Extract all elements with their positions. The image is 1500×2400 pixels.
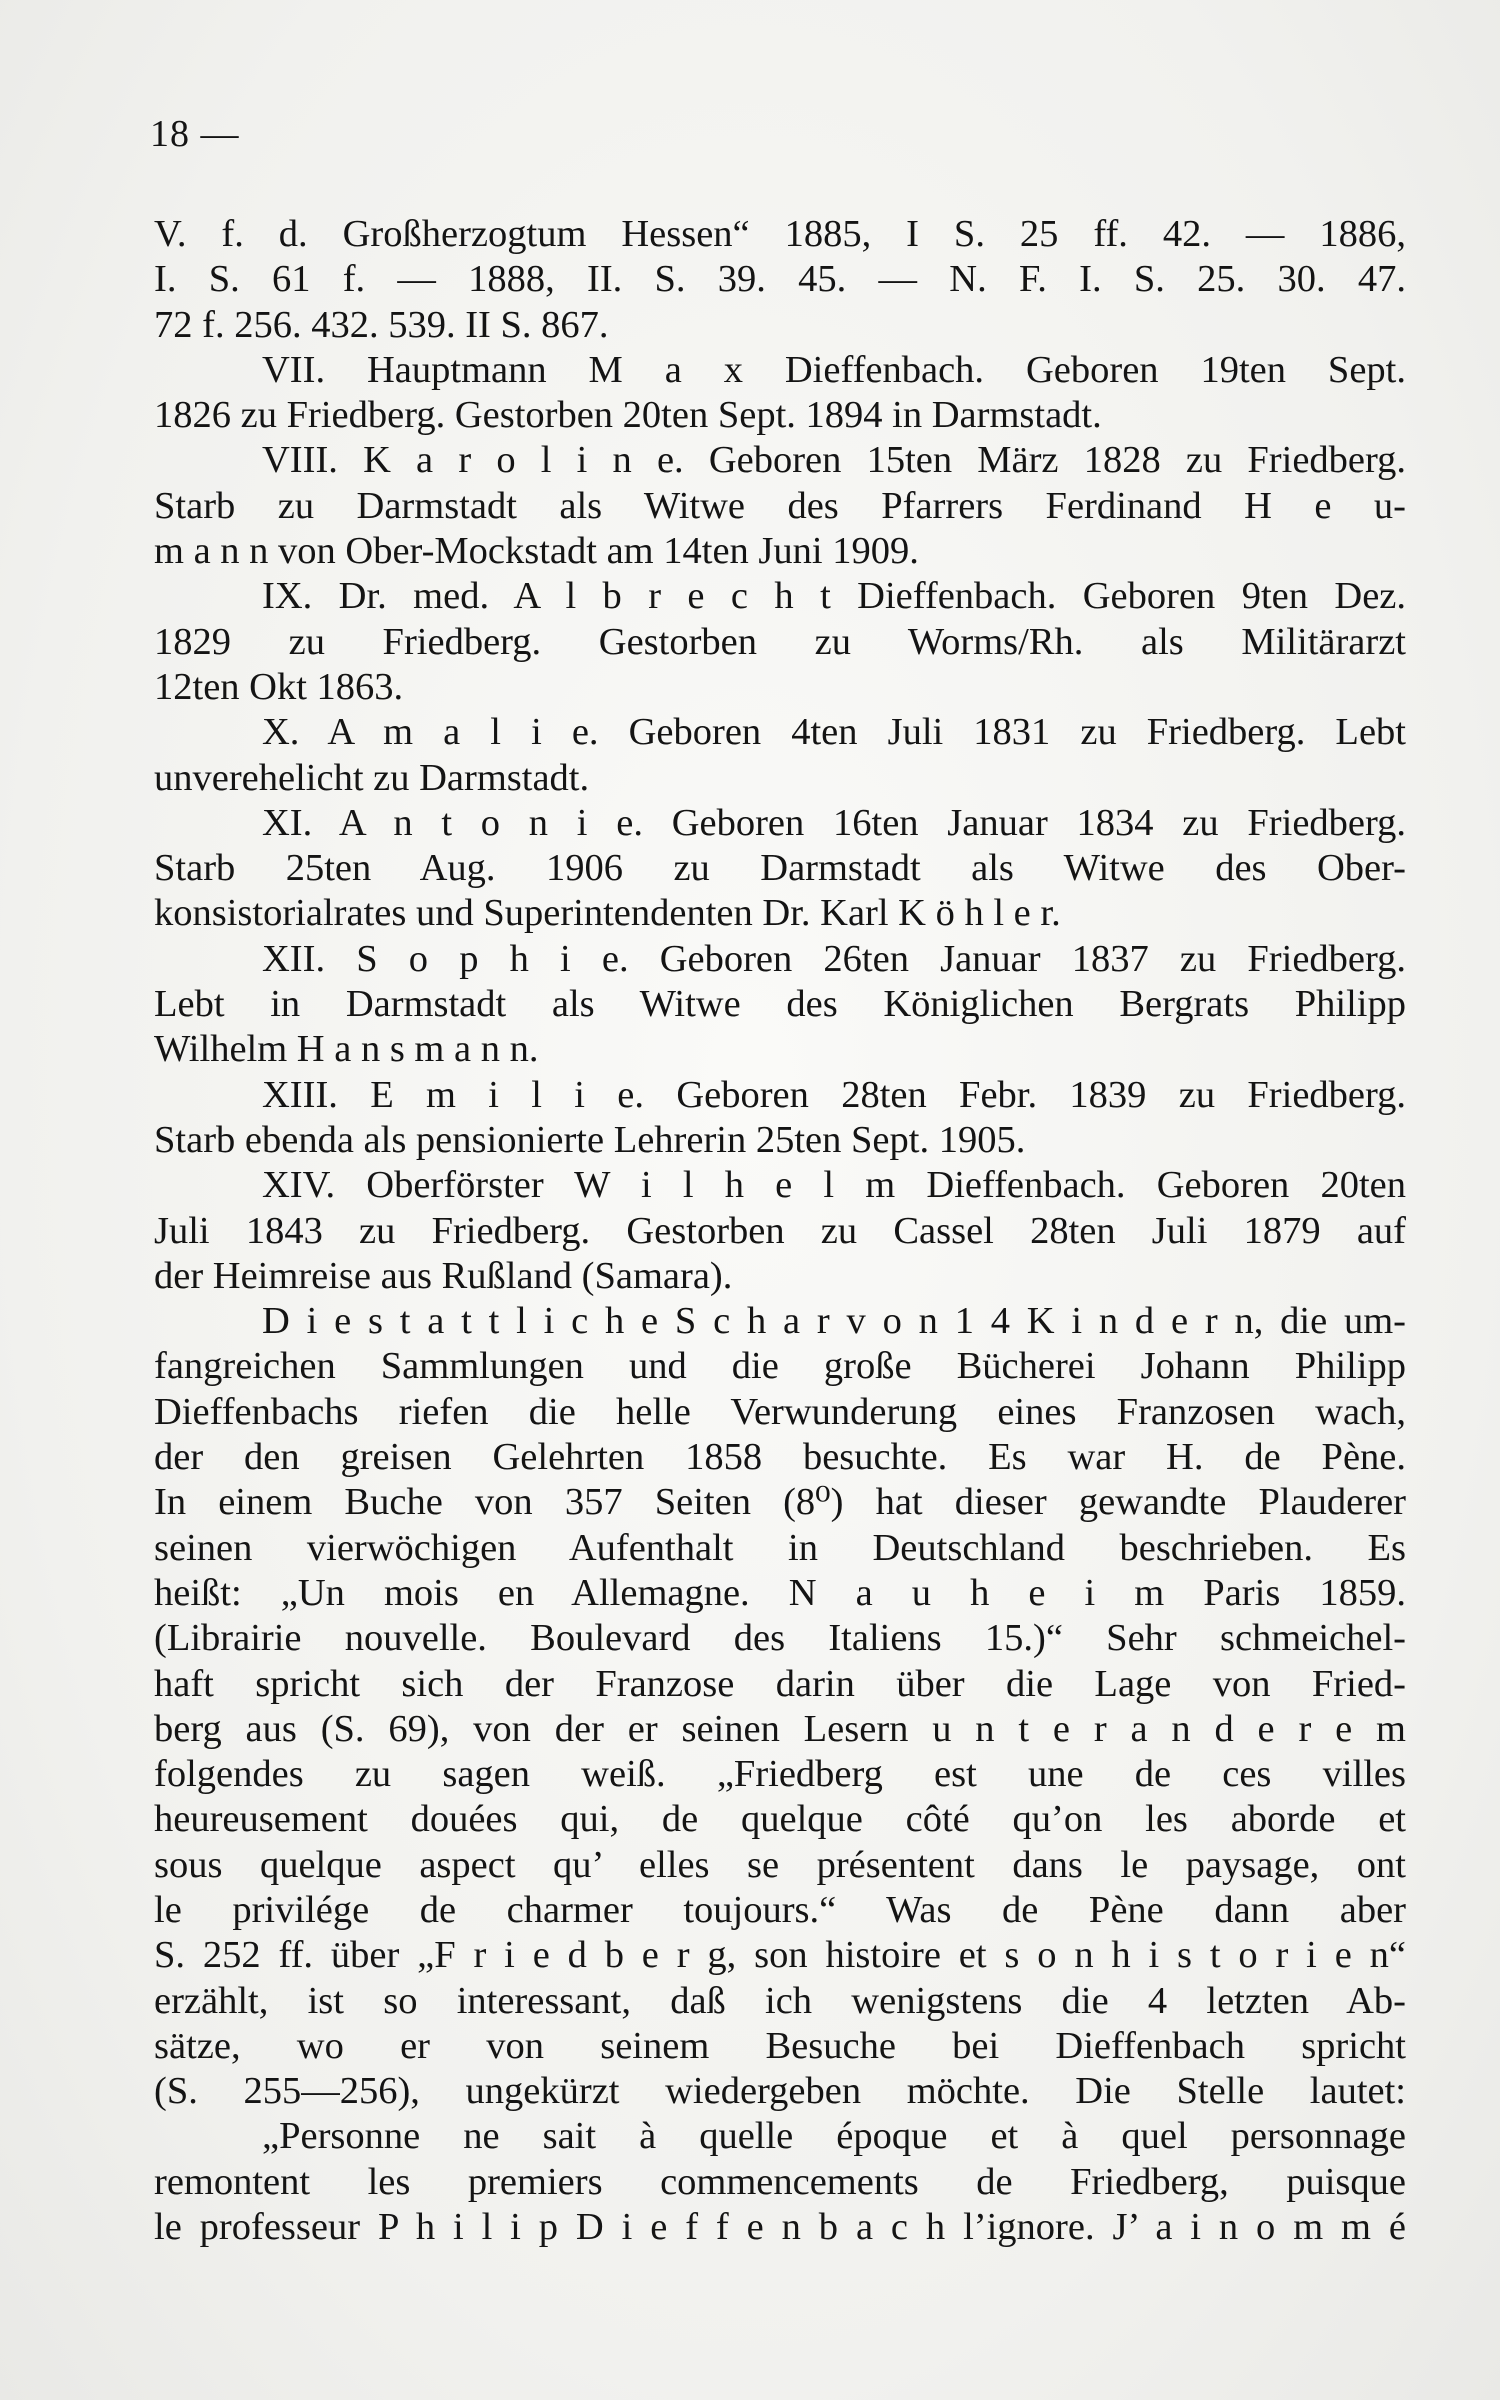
text-line: XIII. E m i l i e. Geboren 28ten Febr. 1839 zu Friedberg. bbox=[262, 1073, 1406, 1116]
text-line: Starb ebenda als pensionierte Lehrerin 25ten Sept. 1905. bbox=[154, 1118, 1026, 1161]
text-line: der Heimreise aus Rußland (Samara). bbox=[154, 1254, 733, 1297]
text-line: (Librairie nouvelle. Boulevard des Italiens 15.)“ Sehr schmeichel- bbox=[154, 1617, 1406, 1660]
text-line: konsistorialrates und Superintendenten Dr. Karl K ö h l e r. bbox=[154, 892, 1061, 935]
text-line: le professeur P h i l i p D i e f f e n b a c h l’ignore. J’ a i n o m m é bbox=[154, 2206, 1406, 2249]
text-line: le privilége de charmer toujours.“ Was de Pène dann aber bbox=[154, 1888, 1406, 1931]
text-line: Wilhelm H a n s m a n n. bbox=[154, 1028, 539, 1071]
text-line: XII. S o p h i e. Geboren 26ten Januar 1837 zu Friedberg. bbox=[262, 937, 1406, 980]
text-line: remontent les premiers commencements de Friedberg, puisque bbox=[154, 2160, 1406, 2203]
text-line: seinen vierwöchigen Aufenthalt in Deutschland beschrieben. Es bbox=[154, 1526, 1406, 1569]
text-line: heureusement douées qui, de quelque côté qu’on les aborde et bbox=[154, 1798, 1406, 1841]
text-line: Starb 25ten Aug. 1906 zu Darmstadt als Witwe des Ober- bbox=[154, 847, 1406, 890]
text-line: X. A m a l i e. Geboren 4ten Juli 1831 zu Friedberg. Lebt bbox=[262, 711, 1406, 754]
page-number: 18 — bbox=[150, 113, 240, 155]
text-line: VII. Hauptmann M a x Dieffenbach. Geboren 19ten Sept. bbox=[262, 348, 1406, 391]
text-line: erzählt, ist so interessant, daß ich wenigstens die 4 letzten Ab- bbox=[154, 1979, 1406, 2022]
text-line: XI. A n t o n i e. Geboren 16ten Januar 1834 zu Friedberg. bbox=[262, 801, 1406, 844]
text-line: V. f. d. Großherzogtum Hessen“ 1885, I S. 25 ff. 42. — 1886, bbox=[154, 213, 1406, 255]
text-line: m a n n von Ober-Mockstadt am 14ten Juni 1909. bbox=[154, 530, 919, 573]
text-line: 12ten Okt 1863. bbox=[154, 665, 404, 708]
text-line: der den greisen Gelehrten 1858 besuchte. Es war H. de Pène. bbox=[154, 1436, 1406, 1479]
text-line: 1826 zu Friedberg. Gestorben 20ten Sept. 1894 in Darmstadt. bbox=[154, 394, 1102, 437]
text-line: berg aus (S. 69), von der er seinen Lesern u n t e r a n d e r e m bbox=[154, 1707, 1406, 1750]
text-line: unverehelicht zu Darmstadt. bbox=[154, 756, 590, 799]
text-line: Lebt in Darmstadt als Witwe des Königlichen Bergrats Philipp bbox=[154, 983, 1406, 1026]
text-line: Dieffenbachs riefen die helle Verwunderung eines Franzosen wach, bbox=[154, 1390, 1406, 1433]
text-line: fangreichen Sammlungen und die große Bücherei Johann Philipp bbox=[154, 1345, 1406, 1388]
text-line: (S. 255—256), ungekürzt wiedergeben möchte. Die Stelle lautet: bbox=[154, 2070, 1406, 2113]
text-line: folgendes zu sagen weiß. „Friedberg est une de ces villes bbox=[154, 1753, 1406, 1796]
text-line: In einem Buche von 357 Seiten (8⁰) hat dieser gewandte Plauderer bbox=[154, 1481, 1406, 1524]
text-line: 72 f. 256. 432. 539. II S. 867. bbox=[154, 303, 609, 346]
text-line: I. S. 61 f. — 1888, II. S. 39. 45. — N. F. I. S. 25. 30. 47. bbox=[154, 258, 1406, 301]
text-line: Starb zu Darmstadt als Witwe des Pfarrers Ferdinand H e u- bbox=[154, 484, 1406, 527]
body-text bbox=[154, 212, 1406, 2250]
text-line: „Personne ne sait à quelle époque et à quel personnage bbox=[262, 2115, 1406, 2158]
text-line: VIII. K a r o l i n e. Geboren 15ten März 1828 zu Friedberg. bbox=[262, 439, 1406, 482]
text-line: IX. Dr. med. A l b r e c h t Dieffenbach. Geboren 9ten Dez. bbox=[262, 575, 1406, 618]
text-line: sätze, wo er von seinem Besuche bei Dieffenbach spricht bbox=[154, 2024, 1406, 2067]
text-line: S. 252 ff. über „F r i e d b e r g, son histoire et s o n h i s t o r i e n“ bbox=[154, 1934, 1406, 1977]
text-line: D i e s t a t t l i c h e S c h a r v o n 1 4 K i n d e r n, die um- bbox=[262, 1300, 1406, 1343]
text-line: XIV. Oberförster W i l h e l m Dieffenbach. Geboren 20ten bbox=[262, 1164, 1406, 1207]
text-line: Juli 1843 zu Friedberg. Gestorben zu Cassel 28ten Juli 1879 auf bbox=[154, 1209, 1406, 1252]
text-line: sous quelque aspect qu’ elles se présentent dans le paysage, ont bbox=[154, 1843, 1406, 1886]
text-line: haft spricht sich der Franzose darin über die Lage von Fried- bbox=[154, 1662, 1406, 1705]
text-line: 1829 zu Friedberg. Gestorben zu Worms/Rh. als Militärarzt bbox=[154, 620, 1406, 663]
text-line: heißt: „Un mois en Allemagne. N a u h e i m Paris 1859. bbox=[154, 1571, 1406, 1614]
